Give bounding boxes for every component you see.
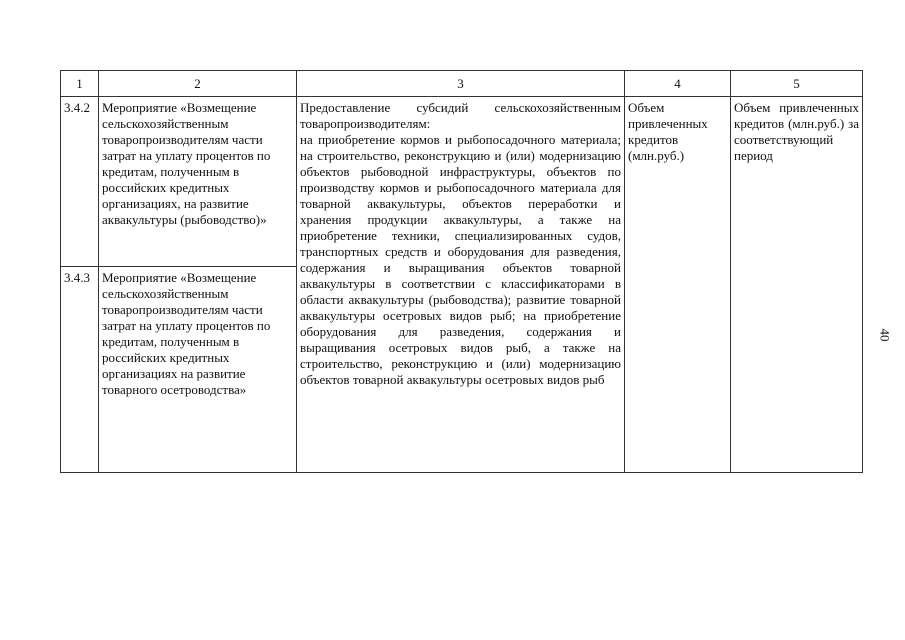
description-body: на приобретение кормов и рыбопосадочного материала; на строительство, реконструкцию и (или) модернизацию объектов рыбоводной инфраструктуры, объектов по производству кормов и рыбопосадочного материала для товарной аквакультуры, объектов переработки и хранения продукции аквакультуры, а также на приобретение техники, специализированных судов, транспортных средств и оборудования для разведения, содержания и выращивания объектов товарной аквакультуры в соответствии с классификаторами в области аквакультуры (рыбоводства); развитие товарной аквакультуры осетровых видов рыб; на приобретение оборудования для разведения, содержания и выращивания осетровых видов рыб, а также на строительство, реконструкцию и (или) модернизацию объектов товарной аквакультуры осетровых видов рыб <box>300 132 621 387</box>
measures-table <box>60 70 863 473</box>
header-cell-5: 5 <box>731 71 863 97</box>
indicator-cell: Объем привлеченных кредитов (млн.руб.) <box>625 97 731 473</box>
event-cell: Мероприятие «Возмещение сельскохозяйственным товаропроизводителям части затрат на уплату процентов по кредитам, полученным в российских кредитных организациях на развитие товарного осетроводства» <box>99 267 297 473</box>
row-number: 3.4.2 <box>61 97 99 267</box>
row-number: 3.4.3 <box>61 267 99 473</box>
header-cell-2: 2 <box>99 71 297 97</box>
table-header-row <box>61 71 863 97</box>
description-cell <box>297 97 625 473</box>
event-cell: Мероприятие «Возмещение сельскохозяйственным товаропроизводителям части затрат на уплату процентов по кредитам, полученным в российских кредитных организациях, на развитие аквакультуры (рыбоводство)» <box>99 97 297 267</box>
method-cell: Объем привлеченных кредитов (млн.руб.) за соответствующий период <box>731 97 863 473</box>
table-container <box>60 70 862 473</box>
header-cell-3: 3 <box>297 71 625 97</box>
description-title: Предоставление субсидий сельскохозяйственным товаропроизводителям: <box>300 100 621 131</box>
table-row <box>61 97 863 267</box>
header-cell-1: 1 <box>61 71 99 97</box>
page-number: 40 <box>877 328 893 342</box>
header-cell-4: 4 <box>625 71 731 97</box>
